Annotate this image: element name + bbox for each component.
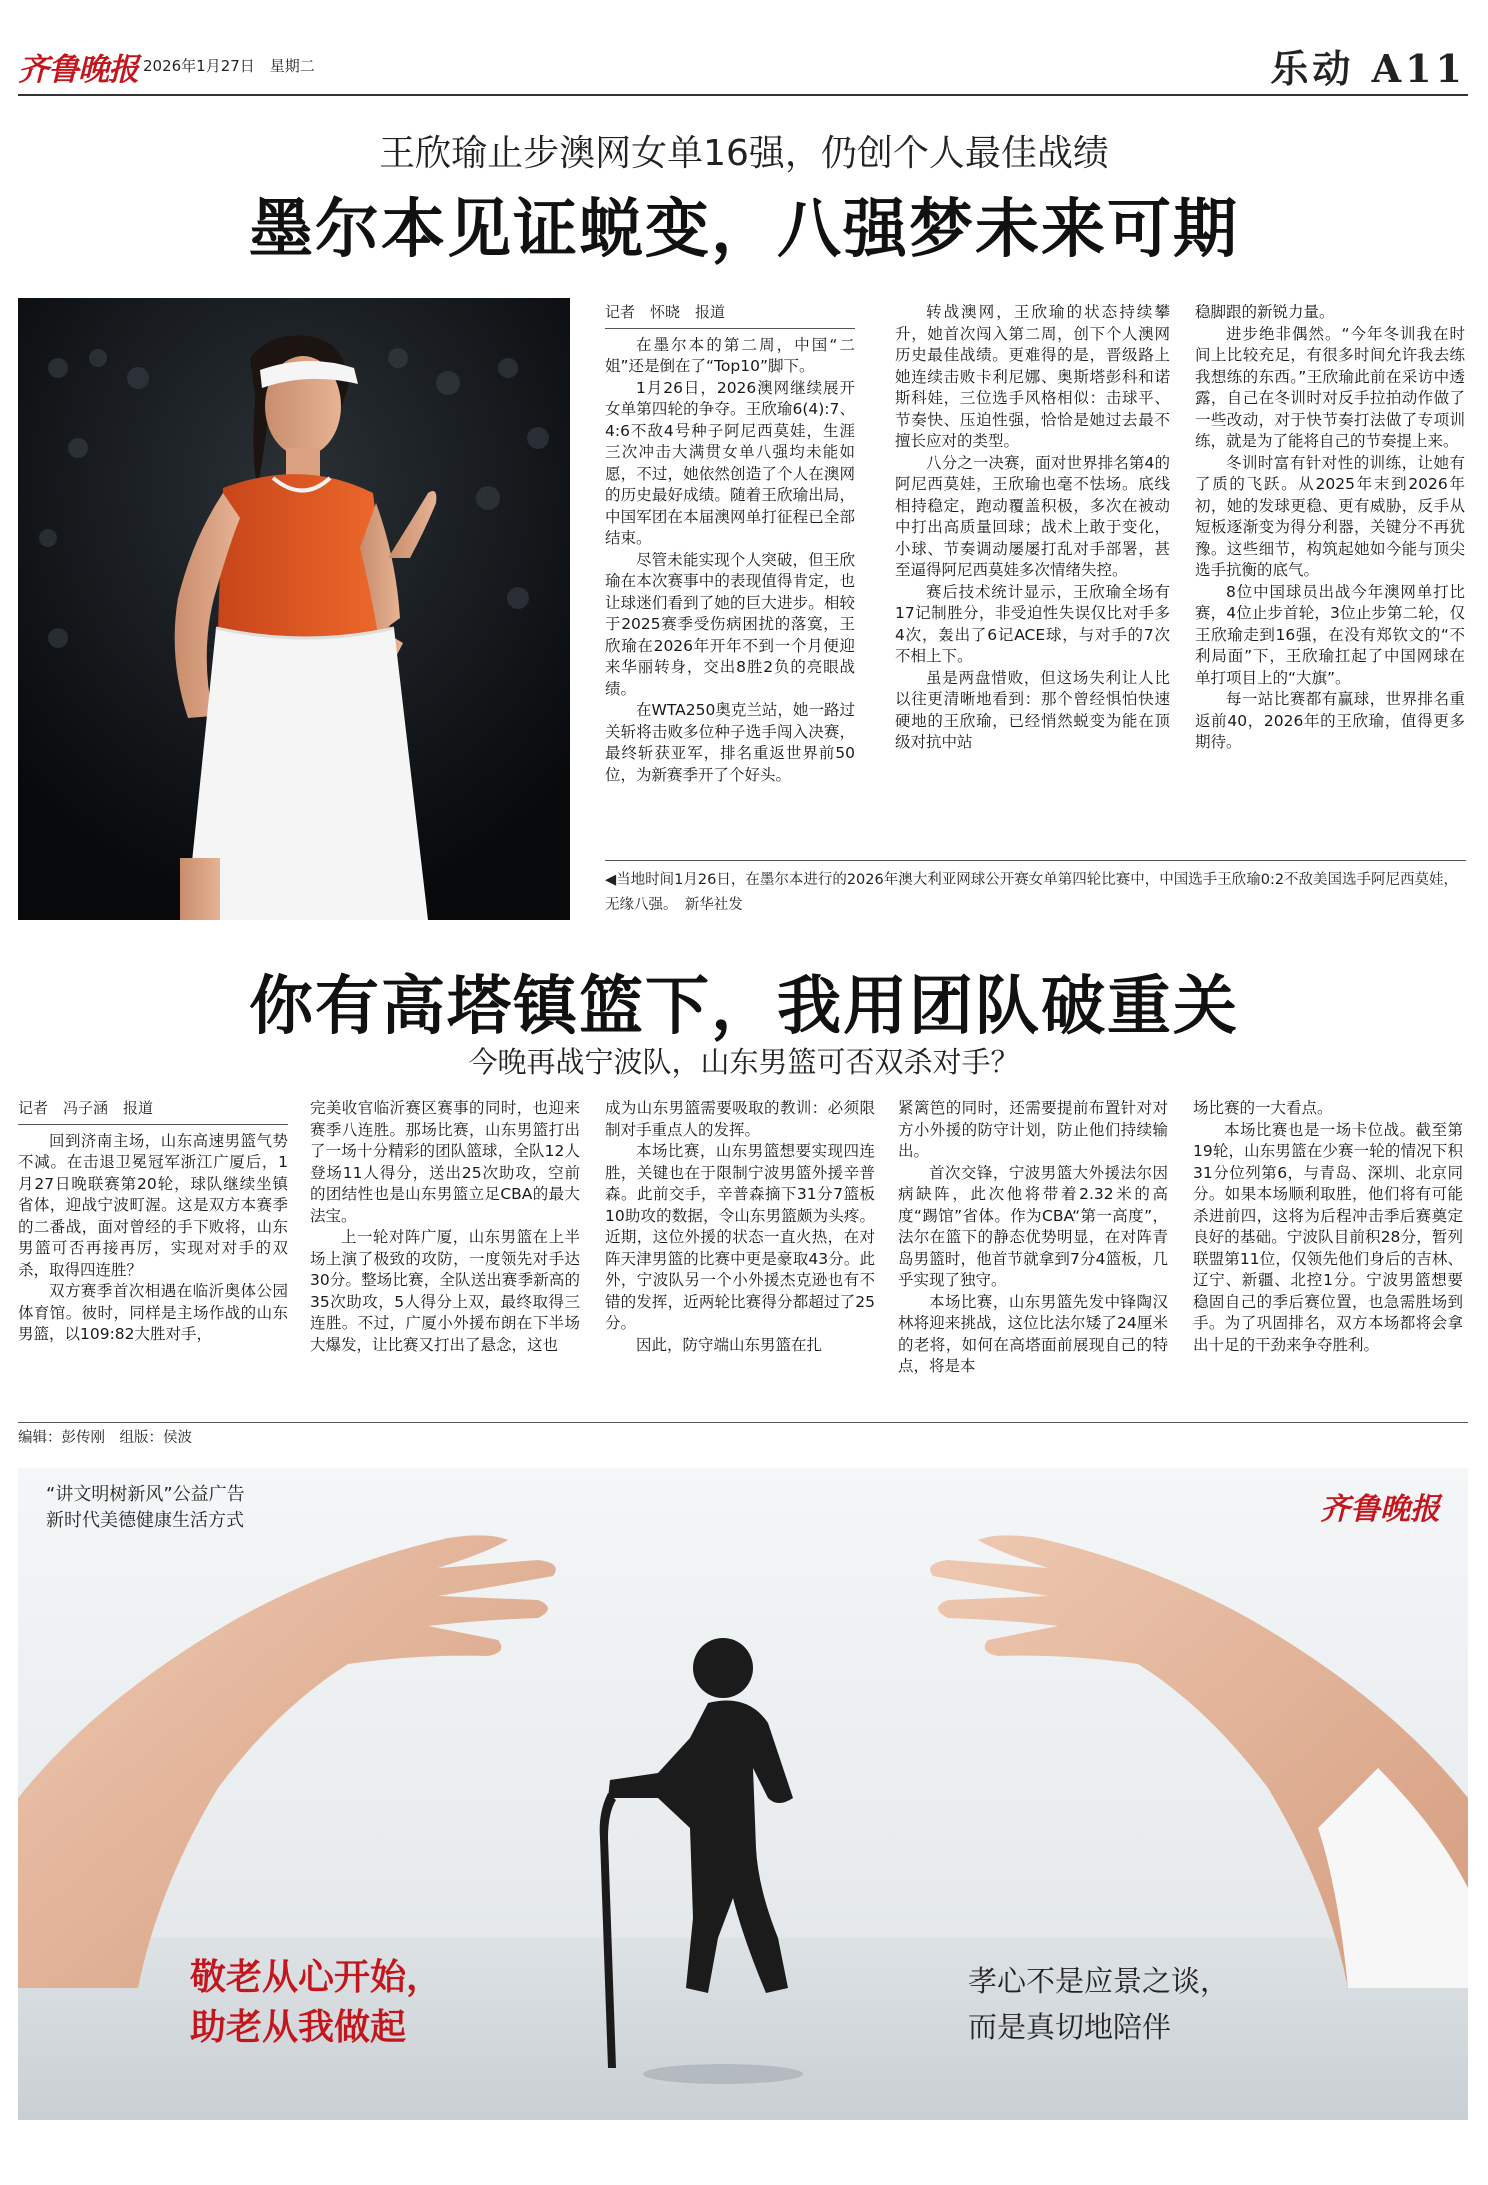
paragraph: 八分之一决赛，面对世界排名第4的阿尼西莫娃，王欣瑜也毫不怯场。底线相持稳定，跑动覆盖积极，多次在被动中打出高质量回球；战术上敢于变化，小球、节奏调动屡屡打乱对手部署，甚至逼得阿尼西莫娃多次情绪失控。	[895, 453, 1170, 579]
paragraph: 紧篱笆的同时，还需要提前布置针对对方小外援的防守计划，防止他们持续输出。	[898, 1099, 1168, 1160]
paragraph: 本场比赛，山东男篮想要实现四连胜，关键也在于限制宁波男篮外援辛普森。此前交手，辛普森摘下31分7篮板10助攻的数据，令山东男篮颇为头疼。近期，这位外援的状态一直火热，在对阵天津男篮的比赛中更是豪取43分。此外，宁波队另一个小外援杰克逊也有不错的发挥，近两轮比赛得分都超过了25分。	[605, 1142, 875, 1332]
tennis-player-photo	[18, 298, 570, 920]
ad-slogan-line: 孝心不是应景之谈，	[968, 1964, 1230, 1998]
paragraph: 赛后技术统计显示，王欣瑜全场有17记制胜分，非受迫性失误仅比对手多4次，轰出了6记ACE球，与对手的7次不相上下。	[895, 582, 1170, 665]
article2-column-1	[18, 1098, 288, 1346]
paragraph: 转战澳网，王欣瑜的状态持续攀升，她首次闯入第二周，创下个人澳网历史最佳战绩。更难得的是，晋级路上她连续击败卡利尼娜、奥斯塔彭科和诺斯科娃，三位选手风格相似：击球平、节奏快、压迫性强，恰恰是她过去最不擅长应对的类型。	[895, 303, 1170, 450]
paragraph: 进步绝非偶然。“今年冬训我在时间上比较充足，有很多时间允许我去练我想练的东西。”王欣瑜此前在采访中透露，自己在冬训时对反手拉拍动作做了一些改动，对于快节奏打法做了专项训练，就是为了能将自己的节奏提上来。	[1195, 324, 1465, 450]
article1-headline: 墨尔本见证蜕变，八强梦未来可期	[249, 192, 1239, 267]
article2-headline: 你有高塔镇篮下，我用团队破重关	[249, 969, 1239, 1044]
paragraph: 每一站比赛都有赢球，世界排名重返前40，2026年的王欣瑜，值得更多期待。	[1195, 690, 1465, 751]
paragraph: 在WTA250奥克兰站，她一路过关斩将击败多位种子选手闯入决赛，最终斩获亚军，排名重返世界前50位，为新赛季开了个好头。	[605, 701, 855, 784]
ad-brand-logo: 齐鲁晚报	[1320, 1492, 1440, 1527]
article2-column-2	[310, 1098, 580, 1356]
article2-byline: 记者 冯子涵 报道	[18, 1098, 288, 1125]
ad-campaign-subtag: 新时代美德健康生活方式	[46, 1510, 244, 1531]
paragraph: 冬训时富有针对性的训练，让她有了质的飞跃。从2025年末到2026年初，她的发球更稳、更有威胁，反手从短板逐渐变为得分利器，关键分不再犹豫。这些细节，构筑起她如今能与顶尖选手抗衡的底气。	[1195, 453, 1465, 579]
header-divider	[18, 94, 1468, 96]
paragraph: 上一轮对阵广厦，山东男篮在上半场上演了极致的攻防，一度领先对手达30分。整场比赛，全队送出赛季新高的35次助攻，5人得分上双，最终取得三连胜。不过，广厦小外援布朗在下半场大爆发，让比赛又打出了悬念，这也	[310, 1228, 580, 1354]
article1-byline: 记者 怀晓 报道	[605, 302, 855, 329]
article2-column-5	[1193, 1098, 1463, 1356]
photo-caption: ◀当地时间1月26日，在墨尔本进行的2026年澳大利亚网球公开赛女单第四轮比赛中，中国选手王欣瑜0:2不敌美国选手阿尼西莫娃，无缘八强。 新华社发	[605, 872, 1459, 913]
masthead-logo: 齐鲁晚报	[18, 52, 138, 88]
left-hand-icon	[18, 1535, 556, 1988]
article2-column-4	[898, 1098, 1168, 1378]
paragraph: 因此，防守端山东男篮在扎	[636, 1335, 823, 1354]
article1-column-3	[1195, 302, 1465, 754]
section-page-label: 乐动 A11	[1270, 46, 1466, 91]
paragraph: 双方赛季首次相遇在临沂奥体公园体育馆。彼时，同样是主场作战的山东男篮，以109:82大胜对手，	[18, 1282, 288, 1343]
paragraph: 8位中国球员出战今年澳网单打比赛，4位止步首轮，3位止步第二轮，仅王欣瑜走到16强，在没有郑钦文的“不利局面”下，王欣瑜扛起了中国网球在单打项目上的“大旗”。	[1195, 582, 1465, 687]
ad-slogan-line: 助老从我做起	[190, 2006, 407, 2048]
paragraph: 回到济南主场，山东高速男篮气势不减。在击退卫冕冠军浙江广厦后，1月27日晚联赛第20轮，球队继续坐镇省体，迎战宁波町渥。这是双方本赛季的二番战，面对曾经的手下败将，山东男篮可否再接再厉，实现对对手的双杀，取得四连胜？	[18, 1131, 288, 1279]
paragraph: 在墨尔本的第二周，中国“二姐”还是倒在了“Top10”脚下。	[605, 335, 855, 375]
ad-slogan-dark	[968, 1958, 1229, 2050]
paragraph: 完美收官临沂赛区赛事的同时，也迎来赛季八连胜。那场比赛，山东男篮打出了一场十分精彩的团队篮球，全队12人登场11人得分，送出25次助攻，空前的团结性也是山东男篮立足CBA的最大法宝。	[310, 1099, 580, 1225]
article2-subhead: 今晚再战宁波队，山东男篮可否双杀对手？	[468, 1045, 1020, 1079]
paragraph: 虽是两盘惜败，但这场失利让人比以往更清晰地看到：那个曾经惧怕快速硬地的王欣瑜，已经悄然蜕变为能在顶级对抗中站	[895, 668, 1170, 751]
issue-date: 2026年1月27日 星期二	[143, 57, 315, 75]
article1-kicker: 王欣瑜止步澳网女单16强，仍创个人最佳战绩	[379, 133, 1109, 174]
article2-column-3	[605, 1098, 875, 1356]
editor-credit: 编辑：彭传刚 组版：侯波	[18, 1430, 192, 1446]
right-hand-icon	[930, 1535, 1468, 1988]
paragraph: 本场比赛也是一场卡位战。截至第19轮，山东男篮在少赛一轮的情况下积31分位列第6，与青岛、深圳、北京同分。如果本场顺利取胜，他们将有可能杀进前四，这将为后程冲击季后赛奠定良好的基础。宁波队目前积28分，暂列联盟第11位，仅领先他们身后的吉林、辽宁、新疆、北控1分。宁波男篮想要稳固自己的季后赛位置，也急需胜场到手。为了巩固排名，双方本场都将会拿出十足的干劲来争夺胜利。	[1193, 1120, 1463, 1354]
ad-slogan-line: 敬老从心开始，	[190, 1956, 443, 1998]
paragraph: 尽管未能实现个人突破，但王欣瑜在本次赛事中的表现值得肯定，也让球迷们看到了她的巨大进步。相较于2025赛季受伤病困扰的落寞，王欣瑜在2026年开年不到一个月便迎来华丽转身，交出8胜2负的亮眼战绩。	[605, 550, 855, 698]
paragraph: 场比赛的一大看点。	[1193, 1099, 1333, 1117]
ad-slogan-line: 而是真切地陪伴	[968, 2010, 1172, 2044]
ad-campaign-tag: “讲文明树新风”公益广告	[46, 1484, 245, 1505]
paragraph: 1月26日，2026澳网继续展开女单第四轮的争夺。王欣瑜6(4):7、4:6不敌4号种子阿尼西莫娃，生涯三次冲击大满贯女单八强均未能如愿，不过，她依然创造了个人在澳网的历史最好成绩。随着王欣瑜出局，中国军团在本届澳网单打征程已全部结束。	[605, 378, 855, 547]
article1-column-1	[605, 302, 855, 786]
paragraph: 成为山东男篮需要吸取的教训：必须限制对手重点人的发挥。	[605, 1099, 875, 1139]
article1-column-2	[895, 302, 1170, 754]
paragraph: 首次交锋，宁波男篮大外援法尔因病缺阵，此次他将带着2.32米的高度“踢馆”省体。作为CBA“第一高度”，法尔在篮下的静态优势明显，在对阵青岛男篮时，他首节就拿到7分4篮板，几乎实现了独守。	[898, 1163, 1168, 1289]
ad-slogan-red	[190, 1952, 442, 2052]
footer-divider	[18, 1422, 1468, 1423]
caption-divider	[605, 860, 1466, 861]
paragraph: 稳脚跟的新锐力量。	[1195, 303, 1335, 321]
paragraph: 本场比赛，山东男篮先发中锋陶汉林将迎来挑战，这位比法尔矮了24厘米的老将，如何在高塔面前展现自己的特点，将是本	[898, 1292, 1168, 1375]
